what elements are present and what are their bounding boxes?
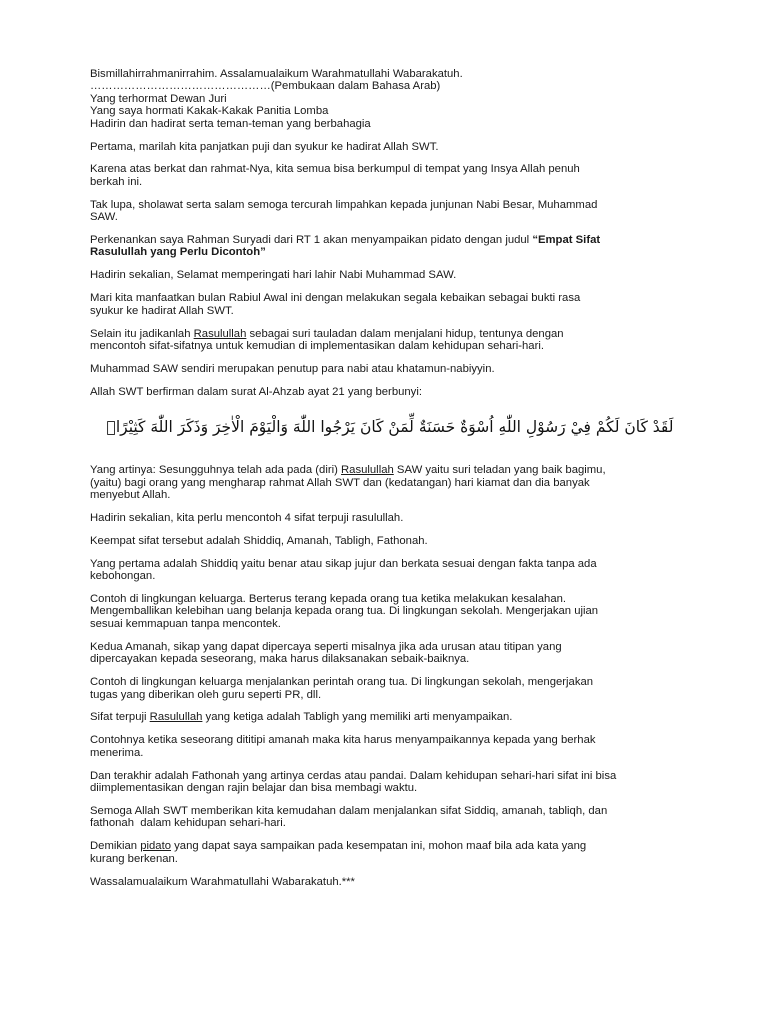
paragraph-allah-berfirman: Allah SWT berfirman dalam surat Al-Ahzab ayat 21 yang berbunyi: [90,385,422,398]
paragraph-fathonah: Dan terakhir adalah Fathonah yang artinya cerdas atau pandai. Dalam kehidupan sehari-hari sifat ini bisa diimplementasikan dengan rajin belajar dan bisa membagi waktu. [90,769,617,795]
paragraph-muhammad: Muhammad SAW sendiri merupakan penutup para nabi atau khatamun-nabiyyin. [90,362,495,375]
paragraph-selain: Selain itu jadikanlah Rasulullah sebagai suri tauladan dalam menjalani hidup, tentunya dengan mencontoh sifat-sifatnya untuk kemudian di implementasikan dalam kehidupan sehari-hari. [90,327,564,352]
paragraph-mari: Mari kita manfaatkan bulan Rabiul Awal ini dengan melakukan segala kebaikan sebagai bukti rasa syukur ke hadirat Allah SWT. [90,292,581,317]
paragraph-tabligh: Sifat terpuji Rasulullah yang ketiga adalah Tabligh yang memiliki arti menyampaikan. [90,711,513,724]
paragraph-semoga: Semoga Allah SWT memberikan kita kemudahan dalam menjalankan sifat Siddiq, amanah, tabliqh, dan fathonah dalam kehidupan sehari-hari. [90,804,608,830]
paragraph-karena: Karena atas berkat dan rahmat-Nya, kita semua bisa berkumpul di tempat yang Insya Allah penuh berkah ini. [90,163,580,188]
arabic-verse: لَقَدْ كَانَ لَكُمْ فِيْ رَسُوْلِ اللّٰهِ اُسْوَةٌ حَسَنَةٌ لِّمَنْ كَانَ يَرْجُوا اللّٰهَ وَالْيَوْمَ الْاٰخِرَ وَذَكَرَ اللّٰهَ كَثِيْرًاۗ [106,418,674,437]
paragraph-amanah: Kedua Amanah, sikap yang dapat dipercaya seperti misalnya jika ada urusan atau titipan yang dipercayakan kepada seseorang, maka harus dilaksanakan sebaik-baiknya. [90,640,562,666]
opening-line-jury: Yang terhormat Dewan Juri [90,92,227,105]
paragraph-contoh-1: Contoh di lingkungan keluarga. Berterus terang kepada orang tua ketika melakukan kesalahan. Mengemballikan kelebihan uang belanja kepada orang tua. Di lingkungan sekolah. Mengerjakan ujian sesuai kemmapuan tanpa mencontek. [90,593,599,630]
paragraph-pertama: Pertama, marilah kita panjatkan puji dan syukur ke hadirat Allah SWT. [90,140,439,153]
opening-block [90,68,690,130]
opening-line-committee: Yang saya hormati Kakak-Kakak Panitia Lomba [90,105,329,118]
paragraph-keempat: Keempat sifat tersebut adalah Shiddiq, Amanah, Tabligh, Fathonah. [90,534,428,547]
pidato-link[interactable]: pidato [140,840,172,853]
paragraph-closing: Wassalamualaikum Warahmatullahi Wabarakatuh.*** [90,875,355,888]
paragraph-contohnya: Contohnya ketika seseorang dititipi amanah maka kita harus menyampaikannya kepada yang berhak menerima. [90,734,596,759]
speech-title-part2: Rasulullah yang Perlu Dicontoh” [90,246,266,259]
paragraph-tak-lupa: Tak lupa, sholawat serta salam semoga tercurah limpahkan kepada junjunan Nabi Besar, Muhammad SAW. [90,198,598,224]
rasulullah-link[interactable]: Rasulullah [193,327,247,340]
paragraph-demikian: Demikian pidato yang dapat saya sampaikan pada kesempatan ini, mohon maaf bila ada kata yang kurang berkenan. [90,840,587,865]
paragraph-contoh-2: Contoh di lingkungan keluarga menjalankan perintah orang tua. Di lingkungan sekolah, mengerjakan tugas yang diberikan oleh guru seperti PR, dll. [90,676,594,701]
speech-title-part1: “Empat Sifat [532,234,601,247]
paragraph-hadirin-2: Hadirin sekalian, kita perlu mencontoh 4 sifat terpuji rasulullah. [90,511,404,524]
paragraph-hadirin-1: Hadirin sekalian, Selamat memperingati hari lahir Nabi Muhammad SAW. [90,269,457,282]
paragraph-shiddiq: Yang pertama adalah Shiddiq yaitu benar atau sikap jujur dan berkata sesuai dengan fakta tanpa ada kebohongan. [90,557,597,583]
opening-line-audience: Hadirin dan hadirat serta teman-teman yang berbahagia [90,117,371,130]
rasulullah-link[interactable]: Rasulullah [341,464,394,477]
opening-line-greeting: Bismillahirrahmanirrahim. Assalamualaikum Warahmatullahi Wabarakatuh. [90,68,463,80]
document-body [90,68,690,898]
paragraph-artinya: Yang artinya: Sesungguhnya telah ada pada (diri) Rasulullah SAW yaitu suri teladan yang baik bagimu, (yaitu) bagi orang yang mengharap rahmat Allah SWT dan (kedatangan) hari kiamat dan dia banyak menyebut Allah. [90,464,606,502]
paragraph-perkenankan: Perkenankan saya Rahman Suryadi dari RT 1 akan menyampaikan pidato dengan judul “Empat Sifat Rasulullah yang Perlu Dicontoh” [90,234,690,259]
rasulullah-link[interactable]: Rasulullah [149,711,203,724]
opening-line-arabic-note: …………………………………………(Pembukaan dalam Bahasa Arab) [90,80,441,93]
